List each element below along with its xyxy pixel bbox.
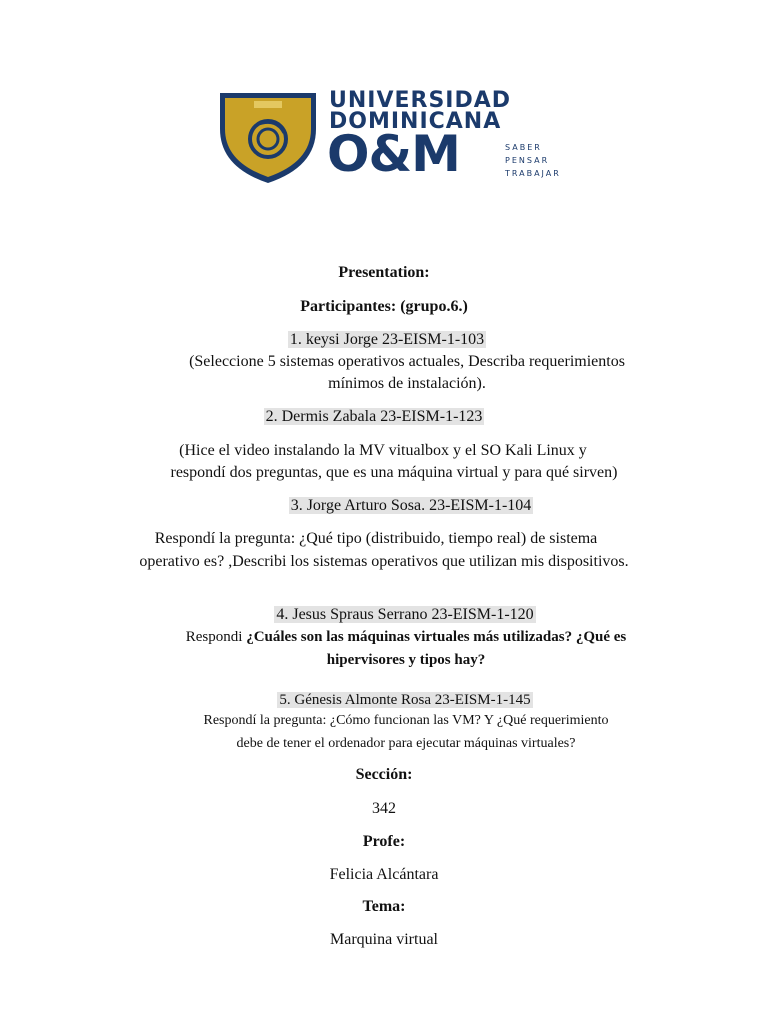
- document-title: Presentation:: [338, 264, 430, 281]
- member-3-name: [27, 497, 768, 515]
- member-4-task-question: ¿Cuáles son las máquinas virtuales más utilizadas? ¿Qué es: [246, 629, 627, 645]
- member-2-name: [0, 408, 758, 426]
- teacher-label: Profe:: [362, 833, 406, 850]
- topic-value: Marquina virtual: [330, 931, 438, 948]
- member-5-task-line-2: debe de tener el ordenador para ejecutar máquinas virtuales?: [236, 736, 576, 751]
- member-name-highlight: 3. Jorge Arturo Sosa. 23-EISM-1-104: [290, 497, 532, 514]
- member-5-name: [21, 692, 768, 709]
- motto-word: SABER: [505, 143, 542, 152]
- member-2-task-line-2: respondí dos preguntas, que es una máquina virtual y para qué sirven): [170, 464, 618, 481]
- member-name-highlight: 5. Génesis Almonte Rosa 23-EISM-1-145: [279, 692, 531, 708]
- section-value: 342: [372, 800, 396, 817]
- university-motto: [505, 141, 561, 180]
- member-1-name: [3, 331, 768, 349]
- member-4-name: [21, 606, 768, 624]
- member-1-task-line-2: mínimos de instalación).: [328, 375, 486, 392]
- section-label: Sección:: [355, 766, 413, 783]
- member-name-highlight: 2. Dermis Zabala 23-EISM-1-123: [265, 408, 483, 425]
- member-4-task-prefix: Respondi: [185, 629, 247, 645]
- teacher-value: Felicia Alcántara: [329, 866, 439, 883]
- member-3-task-line-2: operativo es? ,Describi los sistemas operativos que utilizan mis dispositivos.: [139, 553, 629, 570]
- member-1-task-line-1: (Seleccione 5 sistemas operativos actuales, Describa requerimientos: [189, 353, 625, 370]
- member-2-task-line-1: (Hice el video instalando la MV vitualbox y el SO Kali Linux y: [179, 442, 587, 459]
- university-short-name: O&M: [327, 125, 460, 183]
- member-name-highlight: 4. Jesus Spraus Serrano 23-EISM-1-120: [276, 606, 534, 623]
- member-3-task-line-1: Respondí la pregunta: ¿Qué tipo (distribuido, tiempo real) de sistema: [154, 530, 598, 547]
- university-wordmark: [329, 85, 579, 185]
- university-name-line-2: DOMINICANA: [329, 109, 502, 134]
- motto-word: TRABAJAR: [505, 169, 561, 178]
- university-logo: [216, 85, 576, 185]
- member-4-task-line-1: [22, 629, 768, 646]
- member-4-task-line-2: hipervisores y tipos hay?: [326, 652, 486, 668]
- member-5-task-line-1: Respondí la pregunta: ¿Cómo funcionan las VM? Y ¿Qué requerimiento: [203, 713, 609, 728]
- university-shield-icon: [216, 89, 320, 185]
- university-name-line-1: UNIVERSIDAD: [329, 88, 512, 113]
- motto-word: PENSAR: [505, 156, 550, 165]
- participants-heading: Participantes: (grupo.6.): [300, 298, 468, 315]
- topic-label: Tema:: [362, 898, 406, 915]
- member-name-highlight: 1. keysi Jorge 23-EISM-1-103: [289, 331, 485, 348]
